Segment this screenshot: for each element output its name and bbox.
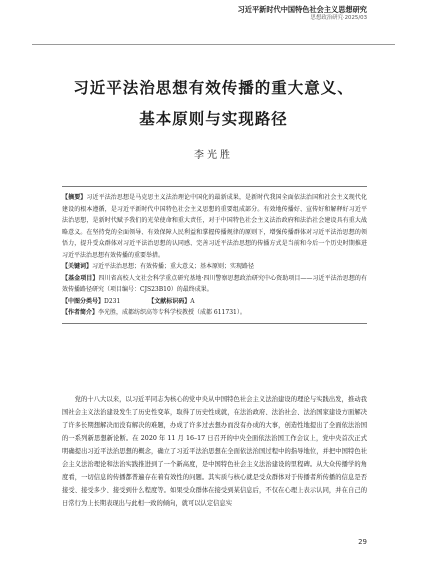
classification-row <box>62 296 367 308</box>
fund-label: 【基金项目】 <box>62 274 99 282</box>
header-rule <box>32 44 395 45</box>
doc-code-label: 【文献标识码】 <box>148 297 191 305</box>
author-name: 李光胜 <box>194 150 233 161</box>
header-series: 习近平新时代中国特色社会主义思想研究 <box>237 5 367 14</box>
title-line-1: 习近平法治思想有效传播的重大意义、 <box>73 78 354 97</box>
keywords-text: 习近平法治思想；有效传播；重大意义；基本原则；实现路径 <box>92 263 255 270</box>
author-info-paragraph <box>62 307 367 319</box>
page-number: 29 <box>358 538 367 546</box>
author-info-text: 李光胜，成都纺织高等专科学校教授（成都 611731）。 <box>98 309 246 316</box>
fund-paragraph <box>62 273 367 296</box>
doc-code-value: A <box>190 297 195 305</box>
doc-code-group <box>148 296 194 308</box>
article-title <box>40 72 387 134</box>
author-info-label: 【作者简介】 <box>62 309 99 316</box>
clc-value: D231 <box>104 297 121 305</box>
abstract-text: 习近平法治思想是马克思主义法治理论中国化的最新成果，是新时代我国全面依法治国和社会主义现代化建设的根本遵循，是习近平新时代中国特色社会主义思想的重要组成部分。有效地传播好、宣传好和解释好习近平法治思想，是新时代赋予我们的光荣使命和重大责任，对于中国特色社会主义法治政府和法治社会建设具有重大战略意义。在坚持党的全面领导、有效保障人民利益和掌握传播规律的原则下，增强传播群体对习近平法治思想的领悟力，提升受众群体对习近平法治思想的认同感、完善习近平法治思想的传播方式是当前和今后一个历史时期推进习近平法治思想有效传播的重要举措。 <box>62 194 367 259</box>
clc-group <box>62 296 120 308</box>
article-body <box>62 393 367 510</box>
abstract-label: 【摘要】 <box>62 194 87 201</box>
keywords-paragraph <box>62 261 367 273</box>
keywords-label: 【关键词】 <box>62 263 93 270</box>
abstract-box <box>62 186 367 324</box>
abstract-paragraph <box>62 192 367 261</box>
header-subtitle: 思想政治研究·2025/03 <box>310 15 367 22</box>
body-paragraph: 党的十八大以来，以习近平同志为核心的党中央从中国特色社会主义法治建设的理论与实践出发，推动我国社会主义法治建设发生了历史性变革，取得了历史性成就，在法治政府、法治社会、法治国家建设方面解决了许多长期想解决而没有解决的难题，办成了许多过去想办而没有办成的大事，创造性地提出了全面依法治国的一系列新思想新论断。在 2020 年 11 月 16–17 日召开的中央全面依法治国工作会议上，党中央首次正式明确提出习近平法治思想的概念，确立了习近平法治思想在全面依法治国过程中的指导地位，并把中国特色社会主义法治理论和法治实践推进到了一个新高度，是中国特色社会主义法治建设的里程碑。从大众传播学的角度看，一切信息的传播都普遍存在着有效性的问题。其实质与核心就是受众群体对于传播者所传播的信息是否接受、接受多少、接受到什么程度等。如果受众群体在接受到某信息后，不仅在心理上表示认同，并在自己的日常行为上长期表现出与此相一致的倾向，就可以认定信息实 <box>62 396 367 507</box>
running-header <box>238 6 367 21</box>
title-line-2: 基本原则与实现路径 <box>139 109 288 128</box>
clc-label: 【中图分类号】 <box>62 297 105 305</box>
fund-text: 四川省高校人文社会科学重点研究基地·四川警察思想政治研究中心资助项目——习近平法治思想的有效传播路径研究（项目编号：CJS23B10）的最终成果。 <box>62 274 367 293</box>
